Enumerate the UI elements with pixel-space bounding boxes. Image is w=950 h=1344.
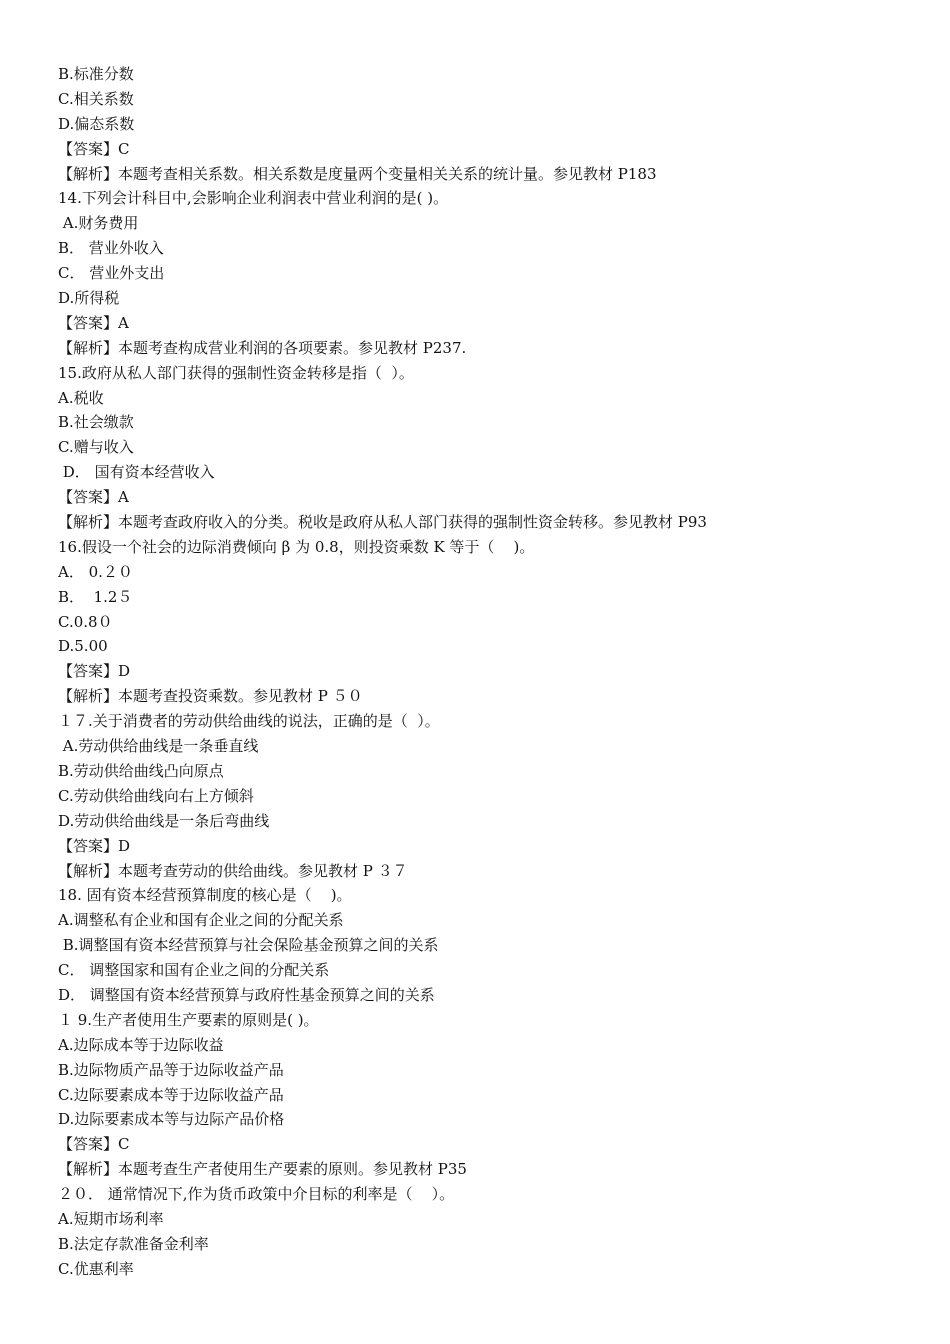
document-body [58, 62, 898, 1282]
text-line: １ 9.生产者使用生产要素的原则是( )。 [58, 1010, 319, 1029]
text-line: B.社会缴款 [58, 413, 134, 432]
text-line: 【答案】C [58, 139, 130, 158]
text-line: A． 0.２０ [58, 562, 133, 581]
text-line: A.边际成本等于边际收益 [58, 1035, 224, 1054]
text-line: 【答案】A [58, 488, 129, 507]
text-line: 16.假设一个社会的边际消费倾向 β 为 0.8，则投资乘数 K 等于（ )。 [58, 537, 535, 556]
text-line: B.调整国有资本经营预算与社会保险基金预算之间的关系 [58, 936, 439, 955]
text-line: B． 营业外收入 [58, 239, 164, 258]
text-line: A.财务费用 [58, 214, 139, 233]
text-line: 【解析】本题考查劳动的供给曲线。参见教材 P ３７ [58, 861, 408, 880]
text-line: D． 国有资本经营收入 [58, 463, 215, 482]
text-line: C． 调整国家和国有企业之间的分配关系 [58, 961, 330, 980]
text-line: D.劳动供给曲线是一条后弯曲线 [58, 811, 270, 830]
text-line: A.调整私有企业和国有企业之间的分配关系 [58, 911, 344, 930]
text-line: ２０． 通常情况下,作为货币政策中介目标的利率是（ ）。 [58, 1185, 455, 1204]
text-line: D． 调整国有资本经营预算与政府性基金预算之间的关系 [58, 985, 435, 1004]
text-line: B.劳动供给曲线凸向原点 [58, 761, 224, 780]
text-line: D.边际要素成本等与边际产品价格 [58, 1110, 285, 1129]
text-line: １７.关于消费者的劳动供给曲线的说法，正确的是（ ）。 [58, 712, 440, 731]
text-line: A.短期市场利率 [58, 1209, 164, 1228]
text-line: C． 营业外支出 [58, 264, 165, 283]
text-line: A.劳动供给曲线是一条垂直线 [58, 737, 259, 756]
text-line: D.所得税 [58, 289, 120, 308]
text-line: 【解析】本题考查投资乘数。参见教材 P ５０ [58, 687, 363, 706]
text-line: 【答案】C [58, 1135, 130, 1154]
text-line: D.偏态系数 [58, 114, 135, 133]
text-line: 【解析】本题考查生产者使用生产要素的原则。参见教材 P35 [58, 1160, 467, 1179]
text-line: C.赠与收入 [58, 438, 134, 457]
text-line: B.法定存款准备金利率 [58, 1234, 209, 1253]
text-line: 15.政府从私人部门获得的强制性资金转移是指（ ）。 [58, 363, 414, 382]
text-line: 【解析】本题考查相关系数。相关系数是度量两个变量相关关系的统计量。参见教材 P183 [58, 164, 657, 183]
text-line: D.5.00 [58, 637, 108, 656]
text-line: 【解析】本题考查构成营业利润的各项要素。参见教材 P237. [58, 338, 467, 357]
text-line: C.优惠利率 [58, 1259, 134, 1278]
text-line: B.标准分数 [58, 65, 134, 83]
text-line: 【答案】D [58, 662, 131, 681]
text-line: C.相关系数 [58, 89, 134, 108]
text-line: B． 1.2５ [58, 587, 133, 606]
text-line: 【解析】本题考查政府收入的分类。税收是政府从私人部门获得的强制性资金转移。参见教材 P93 [58, 513, 707, 532]
text-line: A.税收 [58, 388, 104, 407]
text-line: C.劳动供给曲线向右上方倾斜 [58, 786, 254, 805]
text-line: 18. 固有资本经营预算制度的核心是（ )。 [58, 886, 352, 905]
text-line: C.边际要素成本等于边际收益产品 [58, 1085, 284, 1104]
text-line: 14.下列会计科目中,会影响企业利润表中营业利润的是( )。 [58, 189, 449, 208]
text-line: 【答案】D [58, 836, 131, 855]
text-line: B.边际物质产品等于边际收益产品 [58, 1060, 284, 1079]
text-line: C.0.8０ [58, 612, 113, 631]
text-line: 【答案】A [58, 313, 129, 332]
